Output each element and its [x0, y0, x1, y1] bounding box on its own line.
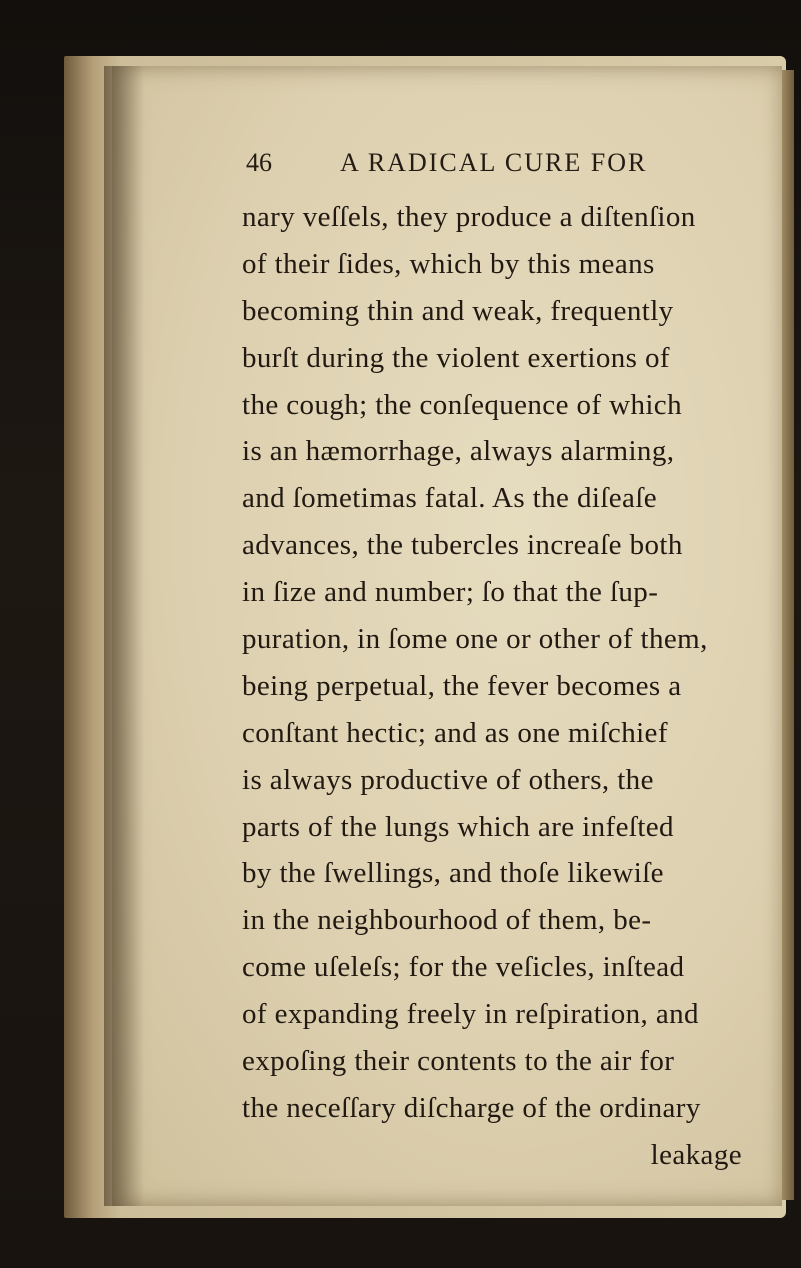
text-line: nary veſſels, they produce a diſtenſion: [242, 201, 696, 233]
page-edge: [782, 70, 794, 1200]
text-line: the cough; the conſequence of which: [242, 388, 682, 421]
text-line: puration, in ſome one or other of them,: [242, 623, 708, 656]
page-number: 46: [246, 148, 272, 177]
body-text: [242, 194, 742, 1179]
text-line: being perpetual, the fever becomes a: [242, 669, 682, 702]
running-head: [246, 148, 666, 188]
text-line: in ſize and number; ſo that the ſup-: [242, 576, 659, 609]
text-line: expoſing their contents to the air for: [242, 1045, 675, 1078]
catchword: leakage: [650, 1138, 742, 1171]
text-line: the neceſſary diſcharge of the ordinary: [242, 1091, 701, 1124]
text-line: and ſometimas fatal. As the diſeaſe: [242, 482, 658, 515]
running-title: A RADICAL CURE FOR: [340, 148, 648, 177]
text-line: in the neighbourhood of them, be-: [242, 904, 652, 937]
text-line: is always productive of others, the: [242, 763, 654, 796]
text-line: becoming thin and weak, frequently: [242, 294, 674, 327]
text-line: advances, the tubercles increaſe both: [242, 529, 683, 562]
text-line: burſt during the violent exertions of: [242, 341, 670, 374]
gutter-shadow: [104, 66, 144, 1206]
text-line: come uſeleſs; for the veſicles, inſtead: [242, 951, 685, 984]
text-line: conſtant hectic; and as one miſchief: [242, 716, 668, 749]
text-line: of their ſides, which by this means: [242, 247, 655, 280]
text-line: of expanding freely in reſpiration, and: [242, 998, 699, 1031]
text-line: by the ſwellings, and thoſe likewiſe: [242, 857, 664, 890]
text-line: parts of the lungs which are infeſted: [242, 810, 674, 843]
text-line: is an hæmorrhage, always alarming,: [242, 435, 675, 468]
